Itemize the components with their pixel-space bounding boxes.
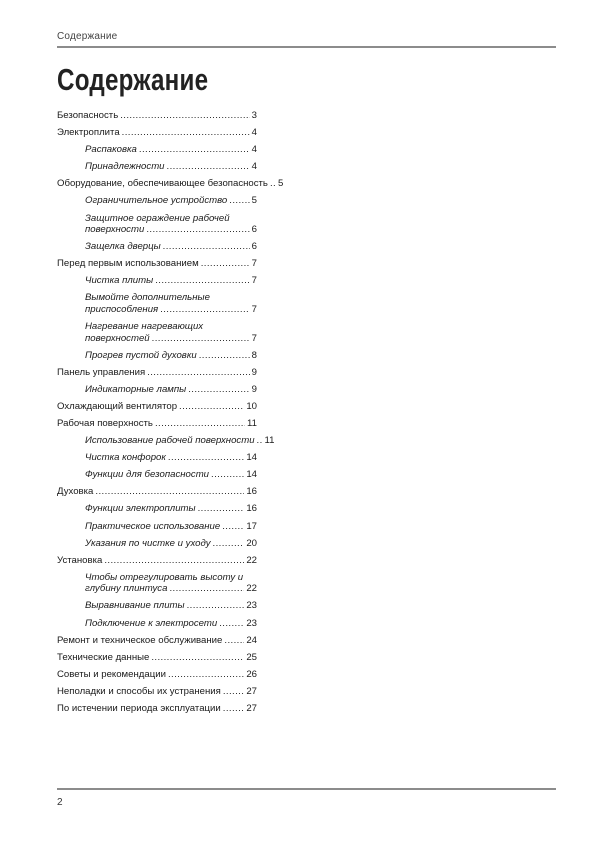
toc-entry-title: Советы и рекомендации — [57, 668, 166, 680]
toc-page-number: 3 — [251, 110, 257, 121]
toc-subentry[interactable] — [57, 435, 275, 447]
toc-page-number: 6 — [251, 241, 257, 253]
footer-rule — [57, 788, 556, 790]
toc-page-number: 16 — [246, 503, 257, 515]
toc-page-number: 5 — [251, 195, 257, 207]
toc-entry[interactable] — [57, 418, 257, 430]
toc-subentry[interactable] — [57, 469, 257, 481]
dot-leader — [155, 275, 249, 287]
toc-entry-title: поверхности — [85, 224, 145, 236]
toc-entry-title: Ограничительное устройство — [85, 195, 228, 207]
toc-page-number: 7 — [251, 275, 257, 287]
toc-entry-title: Индикаторные лампы — [85, 383, 187, 395]
dot-leader — [257, 435, 263, 447]
toc-entry-title: Распаковка — [85, 144, 137, 156]
toc-page-number: 8 — [251, 349, 257, 361]
toc-subentry[interactable] — [57, 350, 257, 362]
dot-leader — [151, 652, 244, 664]
dot-leader — [199, 350, 250, 362]
toc-page-number: 27 — [246, 685, 257, 697]
toc-entry-title: Защитное ограждение рабочей — [85, 212, 230, 224]
toc-page-number: 22 — [246, 554, 257, 566]
toc-page-number: 6 — [251, 224, 257, 236]
toc-page-number: 11 — [264, 435, 275, 447]
toc-subentry[interactable] — [57, 304, 257, 316]
toc-page-number: 4 — [251, 161, 257, 173]
toc-page-number: 4 — [251, 144, 257, 156]
toc-entry-title: Неполадки и способы их устранения — [57, 685, 221, 697]
toc-subentry[interactable] — [57, 521, 257, 533]
toc-entry-title: Электроплита — [57, 127, 120, 139]
toc-entry-title: Вымойте дополнительные — [85, 292, 210, 304]
toc-entry[interactable] — [57, 703, 257, 715]
toc-entry-title: Практическое использование — [85, 520, 221, 532]
toc-page-number: 10 — [246, 400, 257, 412]
toc-subentry[interactable] — [57, 161, 257, 173]
toc-page-number: 24 — [246, 634, 257, 646]
toc-subentry[interactable] — [57, 321, 257, 333]
toc-page-number: 23 — [246, 617, 257, 629]
toc-page-number: 27 — [246, 703, 257, 714]
page-title: Содержание — [57, 62, 209, 97]
toc-page-number: 5 — [277, 178, 284, 190]
toc-entry-title: Оборудование, обеспечивающее безопасность — [57, 178, 268, 190]
toc-subentry[interactable] — [57, 195, 257, 207]
dot-leader — [160, 304, 249, 316]
dot-leader — [95, 486, 244, 498]
toc-subentry[interactable] — [57, 275, 257, 287]
toc-entry-title: поверхностей — [85, 332, 150, 344]
toc-page-number: 16 — [246, 486, 257, 498]
toc-entry[interactable] — [57, 555, 257, 567]
toc-entry-title: Чистка плиты — [85, 275, 154, 287]
toc-entry-title: Принадлежности — [85, 161, 165, 173]
toc-entry-title: Прогрев пустой духовки — [85, 349, 197, 361]
toc-page-number: 9 — [251, 366, 257, 378]
toc-page-number: 25 — [246, 651, 257, 663]
dot-leader — [155, 418, 245, 430]
toc-page-number: 23 — [246, 600, 257, 612]
toc-entry-title: приспособления — [85, 303, 159, 315]
toc-subentry[interactable] — [57, 144, 257, 156]
dot-leader — [169, 583, 244, 595]
toc-entry-title: Защелка дверцы — [85, 241, 161, 253]
toc-entry[interactable] — [57, 669, 257, 681]
dot-leader — [147, 367, 250, 379]
toc-subentry[interactable] — [57, 452, 257, 464]
toc-entry-title: Панель управления — [57, 366, 146, 378]
toc-entry-title: Духовка — [57, 486, 94, 498]
dot-leader — [187, 600, 245, 612]
page-number: 2 — [57, 797, 63, 808]
toc-entry-title: Безопасность — [57, 110, 119, 121]
toc-entry-title: Функции для безопасности — [85, 469, 210, 481]
toc-entry[interactable] — [57, 652, 257, 664]
toc-entry-title: Перед первым использованием — [57, 258, 199, 270]
toc-subentry[interactable] — [57, 384, 257, 396]
dot-leader — [163, 241, 250, 253]
toc-subentry[interactable] — [57, 292, 257, 304]
toc-page-number: 14 — [246, 452, 257, 464]
dot-leader — [120, 110, 249, 122]
toc-page-number: 7 — [251, 258, 257, 270]
toc-subentry[interactable] — [57, 503, 257, 515]
toc-subentry[interactable] — [57, 333, 257, 345]
toc-entry-title: Нагревание нагревающих — [85, 321, 204, 333]
toc-entry-title: Чистка конфорок — [85, 452, 166, 464]
running-header: Содержание — [57, 31, 118, 42]
toc-entry-title: Охлаждающий вентилятор — [57, 400, 178, 412]
toc-entry-title: Подключение к электросети — [85, 617, 218, 629]
toc-page-number: 11 — [247, 418, 257, 429]
dot-leader — [229, 195, 249, 207]
toc-entry[interactable] — [57, 401, 257, 413]
dot-leader — [198, 503, 245, 515]
dot-leader — [168, 452, 244, 464]
toc-entry-title: Чтобы отрегулировать высоту и — [85, 571, 244, 583]
toc-page-number: 4 — [251, 127, 257, 139]
dot-leader — [167, 161, 250, 173]
toc-entry-title: Выравнивание плиты — [85, 600, 185, 612]
header-rule — [57, 46, 556, 48]
toc-subentry[interactable] — [57, 600, 257, 612]
toc-subentry[interactable] — [57, 583, 257, 595]
toc-entry-title: Установка — [57, 554, 103, 566]
toc-entry-title: Функции электроплиты — [85, 503, 196, 515]
toc-entry-title: Рабочая поверхность — [57, 418, 153, 429]
dot-leader — [179, 401, 244, 413]
toc-page-number: 7 — [251, 303, 257, 315]
toc-page-number: 9 — [251, 383, 257, 395]
toc-entry-title: Технические данные — [57, 651, 150, 663]
dot-leader — [152, 333, 250, 345]
toc-subentry[interactable] — [57, 618, 257, 630]
toc-page-number: 17 — [246, 520, 257, 532]
toc-entry-title: По истечении периода эксплуатации — [57, 703, 221, 714]
dot-leader — [270, 178, 276, 190]
dot-leader — [219, 618, 244, 630]
toc-entry[interactable] — [57, 367, 257, 379]
dot-leader — [222, 521, 244, 533]
dot-leader — [146, 224, 249, 236]
toc-subentry[interactable] — [57, 538, 257, 550]
dot-leader — [211, 469, 244, 481]
toc-entry[interactable] — [57, 686, 257, 698]
dot-leader — [139, 144, 250, 156]
toc-entry-title: Ремонт и техническое обслуживание — [57, 634, 223, 646]
dot-leader — [122, 127, 250, 139]
toc-entry[interactable] — [57, 258, 257, 270]
dot-leader — [188, 384, 249, 396]
toc-page-number: 20 — [246, 537, 257, 549]
table-of-contents — [57, 110, 284, 715]
toc-entry[interactable] — [57, 635, 257, 647]
toc-entry-title: Использование рабочей поверхности — [85, 435, 255, 447]
toc-entry-title: Указания по чистке и уходу — [85, 537, 211, 549]
toc-entry[interactable] — [57, 178, 284, 190]
toc-subentry[interactable] — [57, 572, 257, 584]
toc-page-number: 7 — [251, 332, 257, 344]
toc-entry[interactable] — [57, 486, 257, 498]
dot-leader — [223, 686, 244, 698]
dot-leader — [104, 555, 244, 567]
dot-leader — [213, 538, 245, 550]
toc-entry[interactable] — [57, 127, 257, 139]
toc-subentry[interactable] — [57, 213, 257, 225]
toc-subentry[interactable] — [57, 224, 257, 236]
toc-page-number: 14 — [246, 469, 257, 481]
toc-page-number: 26 — [246, 668, 257, 680]
toc-entry[interactable] — [57, 110, 257, 122]
toc-entry-title: глубину плинтуса — [85, 583, 168, 595]
dot-leader — [201, 258, 250, 270]
dot-leader — [224, 635, 244, 647]
dot-leader — [223, 703, 245, 715]
toc-page-number: 22 — [246, 583, 257, 595]
dot-leader — [168, 669, 244, 681]
toc-subentry[interactable] — [57, 241, 257, 253]
